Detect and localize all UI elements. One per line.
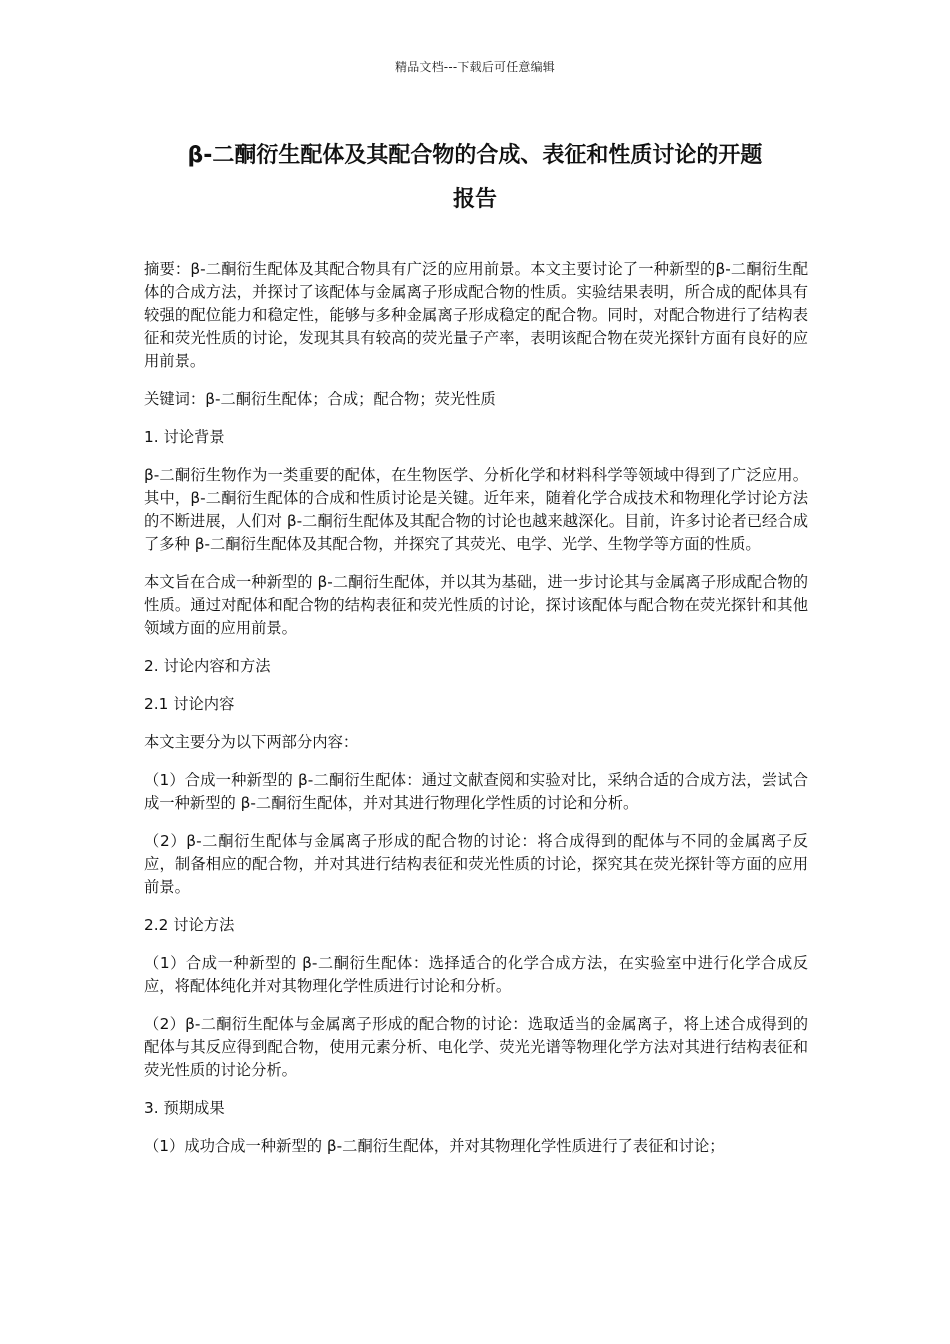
subsection-heading-content: 2.1 讨论内容 — [144, 695, 235, 713]
page-header: 精品文档---下载后可任意编辑 — [395, 60, 555, 74]
section-heading-background: 1. 讨论背景 — [144, 428, 225, 446]
title-line-2: 报告 — [452, 187, 497, 212]
content-item-1: （1）合成一种新型的 β-二酮衍生配体：通过文献查阅和实验对比，采纳合适的合成方法，尝试合成一种新型的 β-二酮衍生配体，并对其进行物理化学性质的讨论和分析。 — [144, 771, 808, 812]
content-intro-paragraph: 本文主要分为以下两部分内容： — [144, 733, 359, 751]
content-item-2: （2）β-二酮衍生配体与金属离子形成的配合物的讨论：将合成得到的配体与不同的金属离子反应，制备相应的配合物，并对其进行结构表征和荧光性质的讨论，探究其在荧光探针等方面的应用前景。 — [144, 832, 808, 896]
background-paragraph-1: β-二酮衍生物作为一类重要的配体，在生物医学、分析化学和材料科学等领域中得到了广泛应用。其中，β-二酮衍生配体的合成和性质讨论是关键。近年来，随着化学合成技术和物理化学讨论方法的不断进展，人们对 β-二酮衍生配体及其配合物的讨论也越来越深化。目前，许多讨论者已经合成了多种 β-二酮衍生配体及其配合物，并探究了其荧光、电学、光学、生物学等方面的性质。 — [144, 466, 808, 553]
section-heading-expected-results: 3. 预期成果 — [144, 1099, 225, 1117]
title-line-1: β-二酮衍生配体及其配合物的合成、表征和性质讨论的开题 — [187, 143, 763, 168]
background-paragraph-2: 本文旨在合成一种新型的 β-二酮衍生配体，并以其为基础，进一步讨论其与金属离子形成配合物的性质。通过对配体和配合物的结构表征和荧光性质的讨论，探讨该配体与配合物在荧光探针和其他领域方面的应用前景。 — [144, 573, 808, 637]
method-item-1: （1）合成一种新型的 β-二酮衍生配体：选择适合的化学合成方法，在实验室中进行化学合成反应，将配体纯化并对其物理化学性质进行讨论和分析。 — [144, 954, 808, 995]
method-item-2: （2）β-二酮衍生配体与金属离子形成的配合物的讨论：选取适当的金属离子，将上述合成得到的配体与其反应得到配合物，使用元素分析、电化学、荧光光谱等物理化学方法对其进行结构表征和荧光性质的讨论分析。 — [144, 1015, 808, 1079]
keywords-paragraph: 关键词：β-二酮衍生配体；合成；配合物；荧光性质 — [144, 390, 496, 408]
subsection-heading-methods: 2.2 讨论方法 — [144, 916, 235, 934]
document-title — [120, 134, 830, 222]
section-heading-content-methods: 2. 讨论内容和方法 — [144, 657, 271, 675]
abstract-paragraph: 摘要：β-二酮衍生配体及其配合物具有广泛的应用前景。本文主要讨论了一种新型的β-二酮衍生配体的合成方法，并探讨了该配体与金属离子形成配合物的性质。实验结果表明，所合成的配体具有较强的配位能力和稳定性，能够与多种金属离子形成稳定的配合物。同时，对配合物进行了结构表征和荧光性质的讨论，发现其具有较高的荧光量子产率，表明该配合物在荧光探针方面有良好的应用前景。 — [144, 260, 808, 370]
document-body — [144, 258, 808, 1173]
expected-result-item-1: （1）成功合成一种新型的 β-二酮衍生配体，并对其物理化学性质进行了表征和讨论； — [144, 1137, 725, 1155]
